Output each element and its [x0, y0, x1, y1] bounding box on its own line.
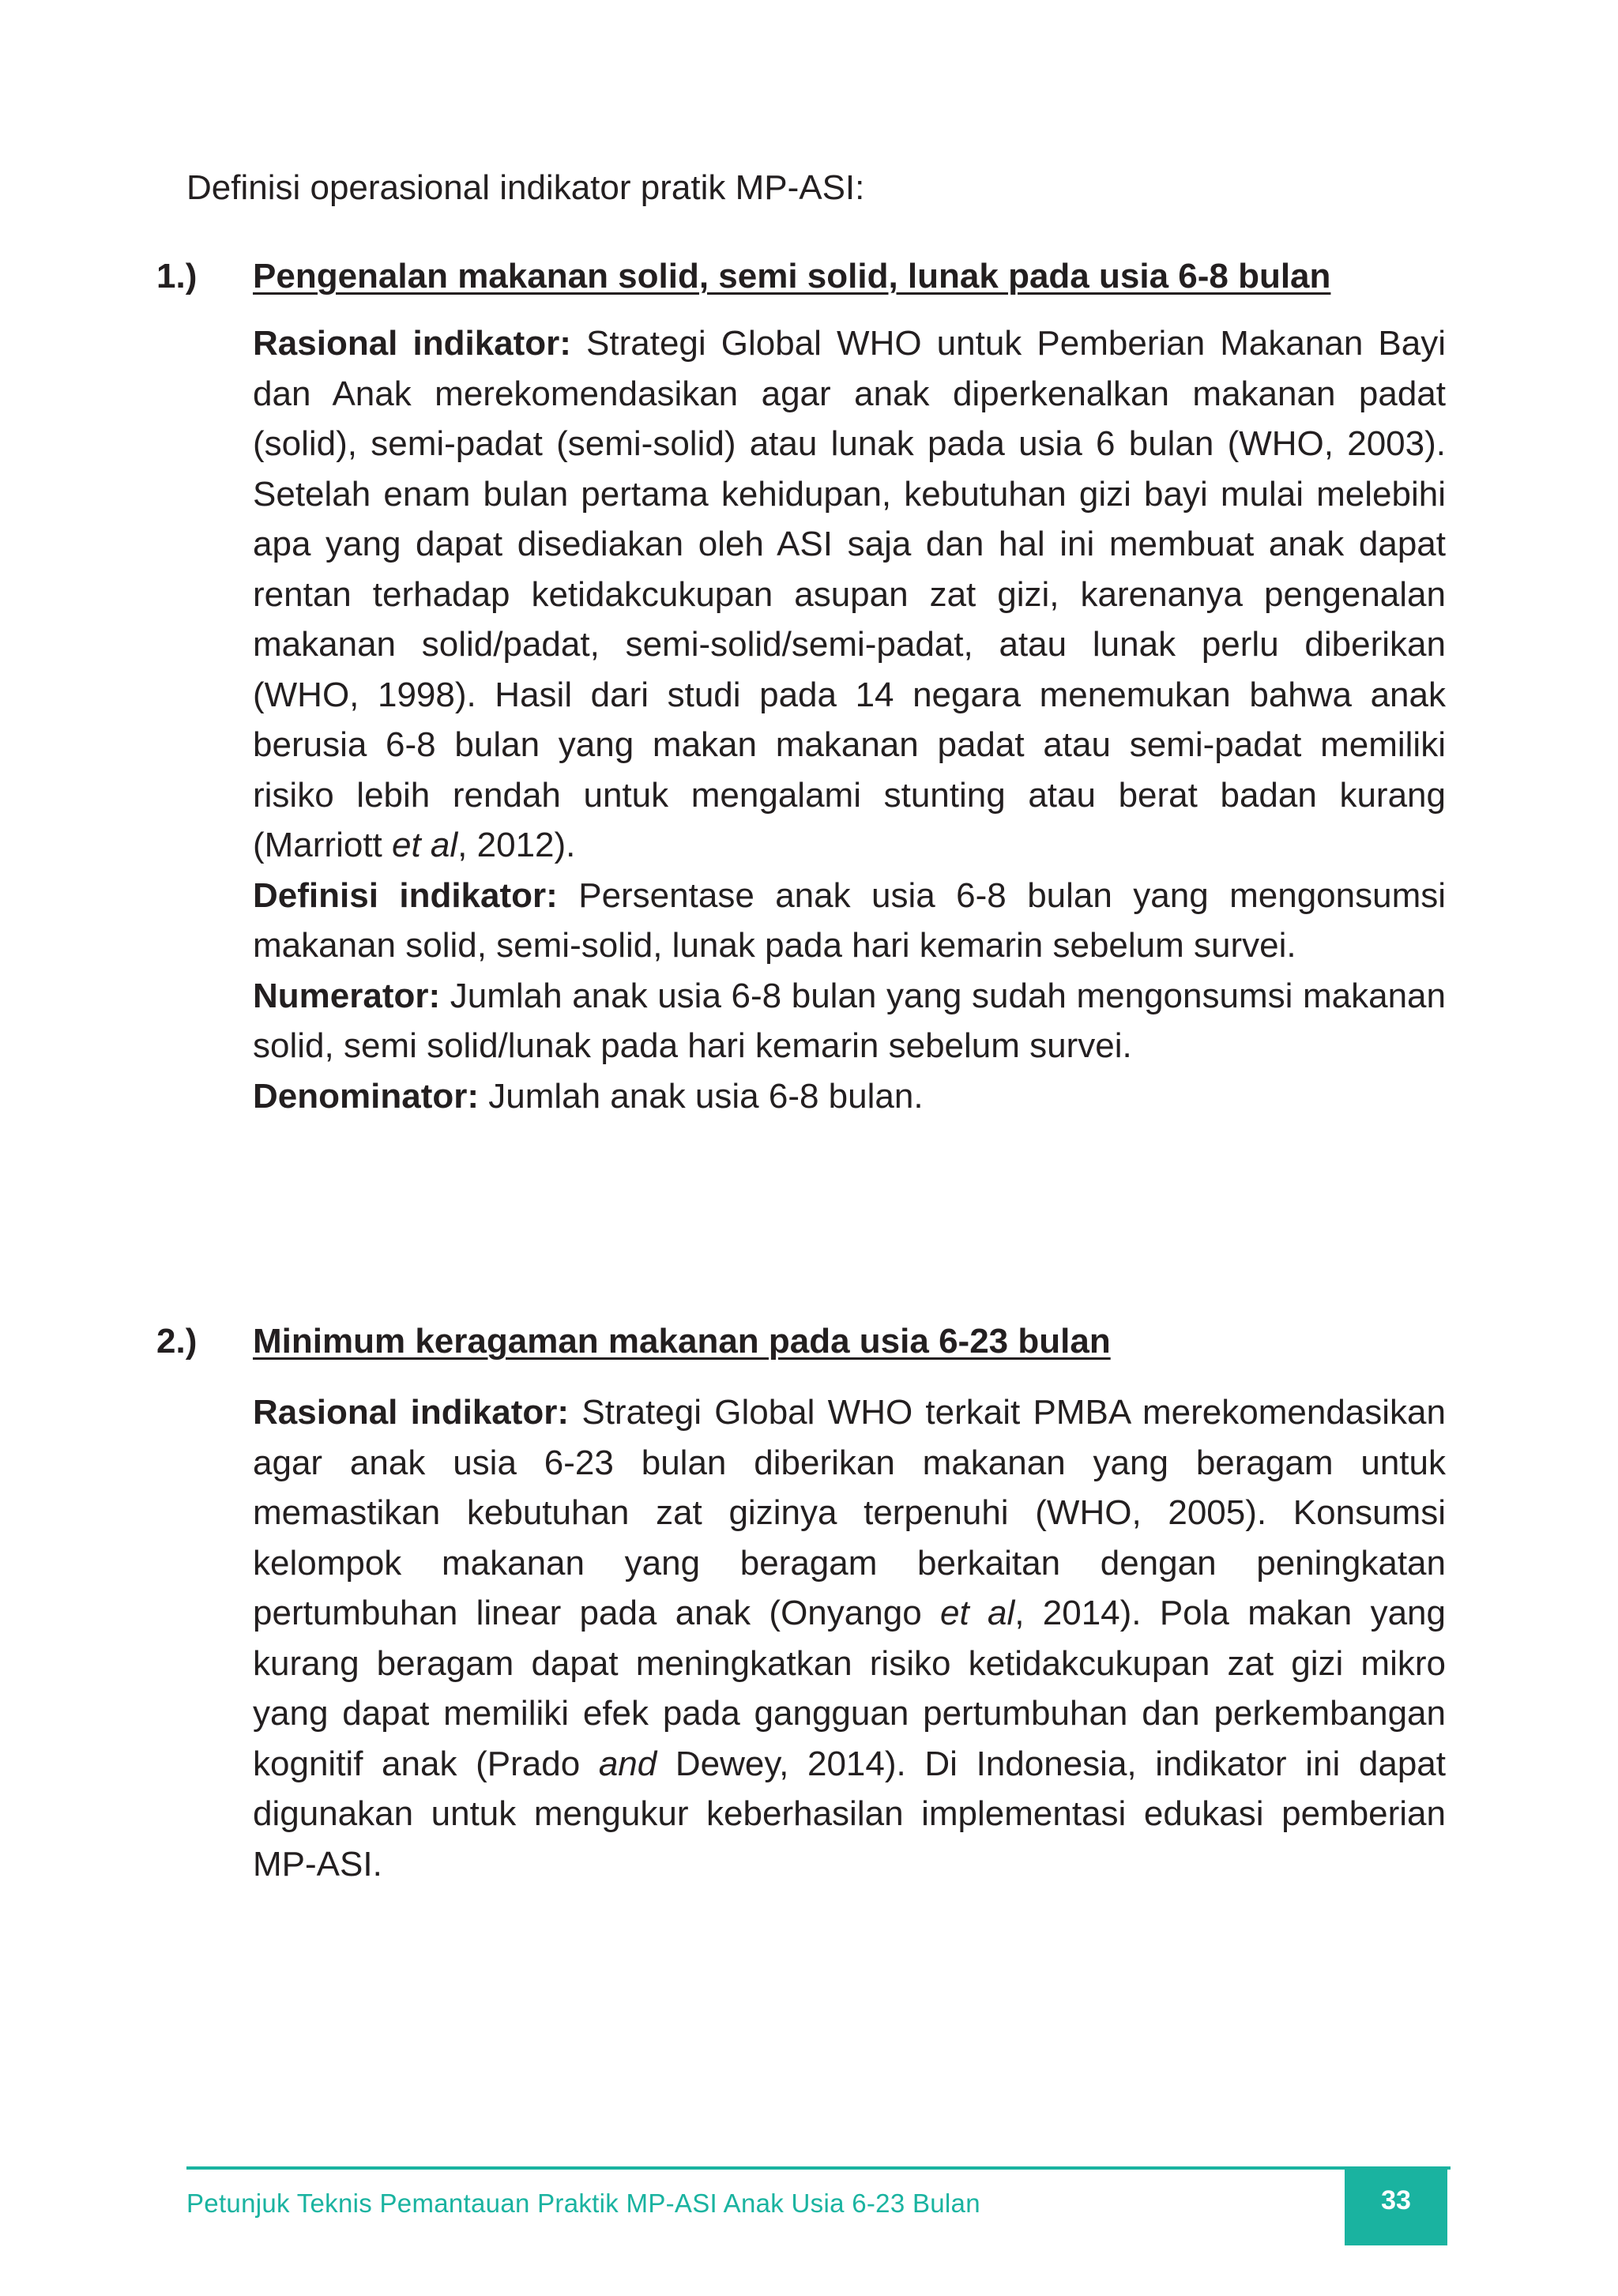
section-1-definisi	[253, 871, 1446, 971]
section-1-rasional	[253, 318, 1446, 871]
section-2-title: Minimum keragaman makanan pada usia 6-23 bulan	[253, 1322, 1111, 1361]
section-1-numerator	[253, 971, 1446, 1071]
page-number: 33	[1345, 2170, 1447, 2245]
section-1-heading	[156, 251, 1446, 302]
definisi-text: Persentase anak usia 6-8 bulan yang mengonsumsi makanan solid, semi-solid, lunak pada hari kemarin sebelum survei.	[253, 875, 1446, 965]
rasional-text: Strategi Global WHO untuk Pemberian Makanan Bayi dan Anak merekomendasikan agar anak diperkenalkan makanan padat (solid), semi-padat (semi-solid) atau lunak pada usia 6 bulan (WHO, 2003). Setelah enam bulan pertama kehidupan, kebutuhan gizi bayi mulai melebihi apa yang dapat disediakan oleh ASI saja dan hal ini membuat anak dapat rentan terhadap ketidakcukupan asupan zat gizi, karenanya pengenalan makanan solid/padat, semi-solid/semi-padat, atau lunak perlu diberikan (WHO, 1998). Hasil dari studi pada 14 negara menemukan bahwa anak berusia 6-8 bulan yang makan makanan padat atau semi-padat memiliki risiko lebih rendah untuk mengalami stunting atau berat badan kurang (Marriott	[253, 324, 1446, 864]
footer-title: Petunjuk Teknis Pemantauan Praktik MP-ASI Anak Usia 6-23 Bulan	[186, 2189, 980, 2218]
footer-divider	[186, 2166, 1451, 2170]
rasional-text-end: Dewey, 2014). Di Indonesia, indikator ini dapat digunakan untuk mengukur keberhasilan implementasi edukasi pemberian MP-ASI.	[253, 1744, 1447, 1884]
rasional-italic-and: and	[598, 1744, 657, 1783]
section-1-number: 1.)	[156, 257, 198, 295]
rasional-text: Strategi Global WHO terkait PMBA merekomendasikan agar anak usia 6-23 bulan diberikan makanan yang beragam untuk memastikan kebutuhan zat gizinya terpenuhi (WHO, 2005). Konsumsi kelompok makanan yang beragam berkaitan dengan peningkatan pertumbuhan linear pada anak (Onyango	[253, 1393, 1446, 1632]
numerator-label: Numerator:	[253, 976, 441, 1015]
rasional-text-mid: , 2014). Pola makan yang kurang beragam dapat meningkatkan risiko ketidakcukupan zat gizi mikro yang dapat memiliki efek pada gangguan pertumbuhan dan perkembangan kognitif anak (Prado	[253, 1594, 1446, 1783]
section-2-rasional	[253, 1387, 1446, 1889]
section-2-number: 2.)	[156, 1322, 198, 1361]
rasional-italic: et al	[939, 1594, 1015, 1632]
rasional-label: Rasional indikator:	[253, 324, 571, 363]
section-1	[156, 251, 1446, 1121]
intro-text: Definisi operasional indikator pratik MP-ASI:	[186, 168, 865, 207]
numerator-text: Jumlah anak usia 6-8 bulan yang sudah mengonsumsi makanan solid, semi solid/lunak pada hari kemarin sebelum survei.	[253, 976, 1446, 1065]
rasional-italic: et al	[392, 826, 458, 864]
section-1-denominator	[253, 1071, 1446, 1122]
definisi-label: Definisi indikator:	[253, 875, 558, 915]
section-1-title: Pengenalan makanan solid, semi solid, lunak pada usia 6-8 bulan	[253, 257, 1331, 295]
rasional-text-end: , 2012).	[457, 826, 576, 864]
section-2-heading	[156, 1316, 1446, 1367]
denominator-label: Denominator:	[253, 1076, 479, 1116]
section-2	[156, 1316, 1447, 1889]
denominator-text: Jumlah anak usia 6-8 bulan.	[479, 1076, 924, 1116]
rasional-label: Rasional indikator:	[253, 1393, 570, 1432]
